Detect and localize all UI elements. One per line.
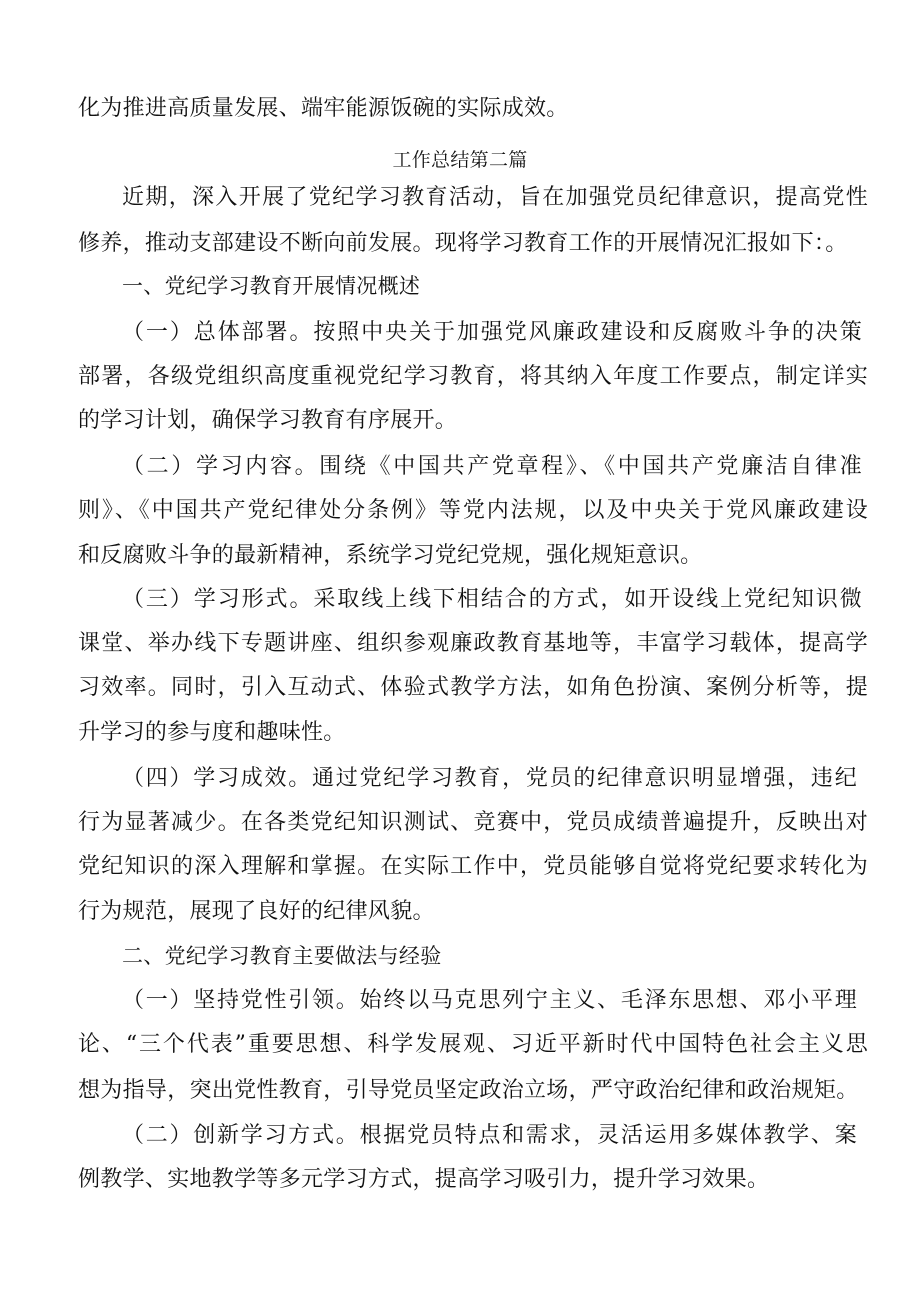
heading-1: 一、党纪学习教育开展情况概述 — [122, 274, 421, 298]
heading-2: 二、党纪学习教育主要做法与经验 — [122, 944, 442, 968]
paragraph-line: 行为规范，展现了良好的纪律风貌。 — [78, 899, 435, 924]
paragraph-line: 修养，推动支部建设不断向前发展。现将学习教育工作的开展情况汇报如下：。 — [78, 231, 848, 256]
paragraph-line: 论、“三个代表”重要思想、科学发展观、习近平新时代中国特色社会主义思 — [78, 1032, 868, 1057]
paragraph-line: 想为指导，突出党性教育，引导党员坚定政治立场，严守政治纪律和政治规矩。 — [78, 1078, 859, 1103]
paragraph-line: 化为推进高质量发展、端牢能源饭碗的实际成效。 — [78, 96, 569, 121]
paragraph-line: 党纪知识的深入理解和掌握。在实际工作中，党员能够自觉将党纪要求转化为 — [78, 854, 868, 879]
section-title: 工作总结第二篇 — [392, 149, 528, 171]
paragraph-line: 和反腐败斗争的最新精神，系统学习党纪党规，强化规矩意识。 — [78, 543, 703, 568]
paragraph-line: 则》、《中国共产党纪律处分条例》等党内法规，以及中央关于党风廉政建设 — [78, 498, 868, 523]
paragraph-line: （四）学习成效。通过党纪学习教育，党员的纪律意识明显增强，违纪 — [122, 766, 857, 791]
paragraph-line: （三）学习形式。采取线上线下相结合的方式，如开设线上党纪知识微 — [122, 587, 862, 612]
paragraph-line: 部署，各级党组织高度重视党纪学习教育，将其纳入年度工作要点，制定详实 — [78, 364, 868, 389]
paragraph-line: （一）坚持党性引领。始终以马克思列宁主义、毛泽东思想、邓小平理 — [122, 988, 857, 1013]
paragraph-line: （一）总体部署。按照中央关于加强党风廉政建设和反腐败斗争的决策 — [122, 320, 862, 345]
paragraph-line: 例教学、实地教学等多元学习方式，提高学习吸引力，提升学习效果。 — [78, 1167, 770, 1192]
paragraph-line: 近期，深入开展了党纪学习教育活动，旨在加强党员纪律意识，提高党性 — [122, 185, 868, 210]
paragraph-line: 课堂、举办线下专题讲座、组织参观廉政教育基地等，丰富学习载体，提高学 — [78, 631, 868, 656]
paragraph-line: 的学习计划，确保学习教育有序展开。 — [78, 408, 458, 433]
paragraph-line: 行为显著减少。在各类党纪知识测试、竞赛中，党员成绩普遍提升，反映出对 — [78, 810, 868, 835]
paragraph-line: （二）创新学习方式。根据党员特点和需求，灵活运用多媒体教学、案 — [122, 1123, 857, 1148]
paragraph-line: 升学习的参与度和趣味性。 — [78, 720, 346, 745]
paragraph-line: 习效率。同时，引入互动式、体验式教学方法，如角色扮演、案例分析等，提 — [78, 675, 868, 700]
paragraph-line: （二）学习内容。围绕《中国共产党章程》、《中国共产党廉洁自律准 — [122, 454, 862, 479]
